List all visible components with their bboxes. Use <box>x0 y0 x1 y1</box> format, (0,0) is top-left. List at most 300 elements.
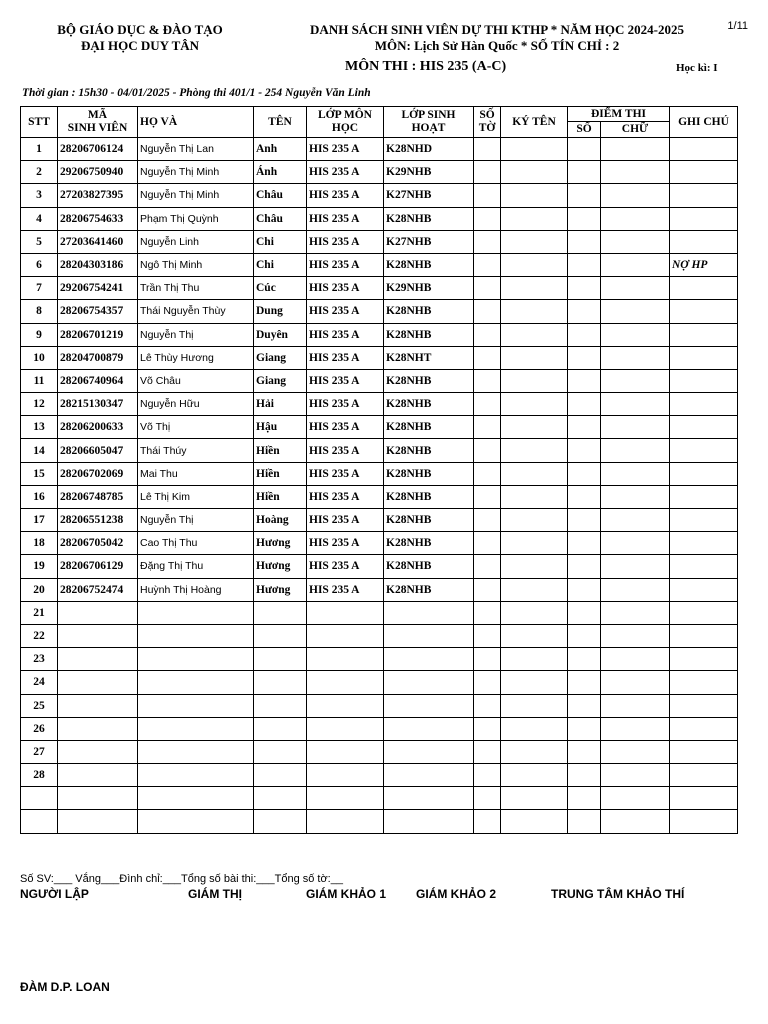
cell-home-class <box>384 648 474 671</box>
cell-stt: 16 <box>21 485 58 508</box>
cell-notes <box>670 277 738 300</box>
header-sheet-count <box>474 107 501 138</box>
cell-home-class: K28NHB <box>384 462 474 485</box>
cell-notes <box>670 509 738 532</box>
cell-home-class <box>384 601 474 624</box>
cell-student-id <box>58 671 138 694</box>
cell-given-name: Giang <box>254 369 307 392</box>
cell-course-class: HIS 235 A <box>307 207 384 230</box>
cell-home-class: K28NHB <box>384 323 474 346</box>
cell-surname <box>138 764 254 787</box>
cell-score-words <box>601 648 670 671</box>
cell-surname <box>138 694 254 717</box>
cell-given-name <box>254 810 307 833</box>
table-row <box>21 207 738 230</box>
cell-student-id: 27203641460 <box>58 230 138 253</box>
cell-given-name: Hương <box>254 555 307 578</box>
cell-student-id: 28204700879 <box>58 346 138 369</box>
cell-score-number <box>568 532 601 555</box>
table-row <box>21 253 738 276</box>
cell-stt: 23 <box>21 648 58 671</box>
cell-score-words <box>601 300 670 323</box>
cell-course-class: HIS 235 A <box>307 416 384 439</box>
cell-notes <box>670 601 738 624</box>
cell-score-number <box>568 138 601 161</box>
header-stt: STT <box>21 107 58 138</box>
table-row <box>21 277 738 300</box>
cell-surname <box>138 648 254 671</box>
cell-surname: Thái Thúy <box>138 439 254 462</box>
cell-notes <box>670 161 738 184</box>
cell-score-words <box>601 764 670 787</box>
cell-course-class: HIS 235 A <box>307 323 384 346</box>
cell-home-class: K28NHB <box>384 207 474 230</box>
cell-score-words <box>601 578 670 601</box>
cell-given-name <box>254 764 307 787</box>
table-row <box>21 485 738 508</box>
cell-signature <box>501 509 568 532</box>
cell-notes <box>670 578 738 601</box>
header-course-class-line1: LỚP MÔN <box>318 109 372 121</box>
cell-given-name <box>254 648 307 671</box>
table-row <box>21 439 738 462</box>
table-row <box>21 230 738 253</box>
cell-signature <box>501 184 568 207</box>
cell-score-number <box>568 810 601 833</box>
cell-given-name: Hiền <box>254 485 307 508</box>
cell-signature <box>501 601 568 624</box>
cell-signature <box>501 578 568 601</box>
cell-course-class: HIS 235 A <box>307 439 384 462</box>
cell-student-id: 29206750940 <box>58 161 138 184</box>
cell-sheet-count <box>474 300 501 323</box>
cell-score-number <box>568 253 601 276</box>
cell-course-class <box>307 740 384 763</box>
header-signature: KÝ TÊN <box>501 107 568 138</box>
cell-signature <box>501 323 568 346</box>
cell-given-name: Anh <box>254 138 307 161</box>
cell-signature <box>501 253 568 276</box>
cell-course-class <box>307 694 384 717</box>
cell-surname <box>138 740 254 763</box>
cell-signature <box>501 230 568 253</box>
cell-student-id: 28206551238 <box>58 509 138 532</box>
cell-student-id: 28206754357 <box>58 300 138 323</box>
cell-given-name: Chi <box>254 253 307 276</box>
cell-surname: Lê Thùy Hương <box>138 346 254 369</box>
header-home-class-line1: LỚP SINH <box>401 109 456 121</box>
cell-surname: Nguyễn Thị Minh <box>138 184 254 207</box>
cell-course-class: HIS 235 A <box>307 393 384 416</box>
cell-score-number <box>568 416 601 439</box>
cell-home-class: K28NHB <box>384 300 474 323</box>
cell-signature <box>501 648 568 671</box>
cell-course-class: HIS 235 A <box>307 462 384 485</box>
cell-notes <box>670 207 738 230</box>
cell-signature <box>501 485 568 508</box>
cell-given-name <box>254 787 307 810</box>
cell-notes <box>670 532 738 555</box>
cell-student-id: 27203827395 <box>58 184 138 207</box>
cell-notes <box>670 787 738 810</box>
cell-surname <box>138 717 254 740</box>
cell-stt: 10 <box>21 346 58 369</box>
cell-course-class <box>307 810 384 833</box>
cell-signature <box>501 694 568 717</box>
table-row <box>21 393 738 416</box>
exam-code: MÔN THI : HIS 235 (A-C) <box>345 59 507 74</box>
cell-surname: Thái Nguyễn Thùy <box>138 300 254 323</box>
document-title-block <box>282 22 712 54</box>
cell-stt: 8 <box>21 300 58 323</box>
cell-score-number <box>568 161 601 184</box>
page-number: 1/11 <box>727 20 748 32</box>
cell-score-words <box>601 161 670 184</box>
cell-student-id <box>58 648 138 671</box>
header-score-number: SỐ <box>568 122 601 138</box>
cell-notes <box>670 624 738 647</box>
cell-student-id <box>58 601 138 624</box>
cell-score-words <box>601 509 670 532</box>
cell-surname: Mai Thu <box>138 462 254 485</box>
cell-given-name <box>254 717 307 740</box>
cell-notes <box>670 462 738 485</box>
cell-sheet-count <box>474 230 501 253</box>
cell-course-class: HIS 235 A <box>307 346 384 369</box>
cell-home-class <box>384 787 474 810</box>
cell-surname: Ngô Thị Minh <box>138 253 254 276</box>
cell-home-class: K28NHB <box>384 578 474 601</box>
cell-score-number <box>568 393 601 416</box>
cell-score-words <box>601 369 670 392</box>
cell-home-class: K28NHB <box>384 532 474 555</box>
cell-notes <box>670 717 738 740</box>
cell-notes <box>670 740 738 763</box>
cell-score-words <box>601 462 670 485</box>
cell-score-number <box>568 369 601 392</box>
cell-sheet-count <box>474 624 501 647</box>
header-home-class <box>384 107 474 138</box>
cell-course-class: HIS 235 A <box>307 184 384 207</box>
exam-center-label: TRUNG TÂM KHẢO THÍ <box>551 887 685 901</box>
cell-home-class: K29NHB <box>384 277 474 300</box>
table-row <box>21 578 738 601</box>
cell-stt: 5 <box>21 230 58 253</box>
cell-home-class <box>384 764 474 787</box>
cell-notes <box>670 810 738 833</box>
cell-surname: Lê Thị Kim <box>138 485 254 508</box>
summary-line: Số SV:___ Vắng___Đình chỉ:___Tổng số bài thi:___Tổng số tờ:__ <box>20 873 343 885</box>
cell-surname: Phạm Thị Quỳnh <box>138 207 254 230</box>
table-row <box>21 369 738 392</box>
cell-sheet-count <box>474 532 501 555</box>
cell-course-class <box>307 601 384 624</box>
cell-sheet-count <box>474 717 501 740</box>
cell-student-id: 28206754633 <box>58 207 138 230</box>
cell-course-class: HIS 235 A <box>307 138 384 161</box>
header-sheet-count-line2: TỜ <box>478 122 496 134</box>
cell-given-name: Châu <box>254 207 307 230</box>
cell-home-class: K28NHB <box>384 393 474 416</box>
cell-surname <box>138 624 254 647</box>
cell-sheet-count <box>474 462 501 485</box>
table-row <box>21 532 738 555</box>
cell-score-words <box>601 740 670 763</box>
header-notes: GHI CHÚ <box>670 107 738 138</box>
cell-score-words <box>601 787 670 810</box>
cell-surname: Võ Châu <box>138 369 254 392</box>
header-course-class-line2: HỌC <box>331 122 359 134</box>
cell-student-id <box>58 694 138 717</box>
cell-score-number <box>568 485 601 508</box>
cell-notes <box>670 323 738 346</box>
cell-given-name: Chi <box>254 230 307 253</box>
cell-given-name <box>254 624 307 647</box>
table-row <box>21 648 738 671</box>
cell-surname: Nguyễn Thị Lan <box>138 138 254 161</box>
cell-student-id: 28206605047 <box>58 439 138 462</box>
cell-score-words <box>601 717 670 740</box>
cell-surname: Huỳnh Thị Hoàng <box>138 578 254 601</box>
cell-course-class <box>307 648 384 671</box>
cell-given-name <box>254 671 307 694</box>
cell-sheet-count <box>474 138 501 161</box>
cell-home-class: K28NHB <box>384 369 474 392</box>
cell-score-number <box>568 207 601 230</box>
cell-notes <box>670 671 738 694</box>
cell-sheet-count <box>474 207 501 230</box>
cell-student-id <box>58 810 138 833</box>
cell-signature <box>501 207 568 230</box>
cell-student-id: 28206701219 <box>58 323 138 346</box>
cell-score-number <box>568 601 601 624</box>
cell-score-words <box>601 624 670 647</box>
cell-signature <box>501 624 568 647</box>
cell-given-name: Hiền <box>254 462 307 485</box>
cell-sheet-count <box>474 485 501 508</box>
cell-stt: 21 <box>21 601 58 624</box>
subject-line: MÔN: Lịch Sử Hàn Quốc * SỐ TÍN CHỈ : 2 <box>374 38 620 53</box>
cell-stt: 14 <box>21 439 58 462</box>
cell-score-number <box>568 764 601 787</box>
cell-signature <box>501 717 568 740</box>
cell-signature <box>501 462 568 485</box>
institution-header <box>30 22 250 54</box>
cell-sheet-count <box>474 601 501 624</box>
cell-stt: 6 <box>21 253 58 276</box>
cell-home-class: K28NHB <box>384 253 474 276</box>
cell-stt: 17 <box>21 509 58 532</box>
cell-sheet-count <box>474 764 501 787</box>
cell-sheet-count <box>474 184 501 207</box>
cell-score-words <box>601 230 670 253</box>
header-course-class <box>307 107 384 138</box>
cell-score-number <box>568 578 601 601</box>
cell-stt: 1 <box>21 138 58 161</box>
cell-score-words <box>601 810 670 833</box>
cell-score-number <box>568 462 601 485</box>
cell-score-number <box>568 184 601 207</box>
cell-sheet-count <box>474 509 501 532</box>
cell-score-words <box>601 393 670 416</box>
cell-student-id: 28206706129 <box>58 555 138 578</box>
cell-sheet-count <box>474 323 501 346</box>
cell-student-id <box>58 624 138 647</box>
cell-score-number <box>568 555 601 578</box>
cell-given-name: Hoàng <box>254 509 307 532</box>
cell-stt: 26 <box>21 717 58 740</box>
header-student-id-line2: SINH VIÊN <box>67 122 128 134</box>
cell-signature <box>501 277 568 300</box>
cell-home-class: K28NHD <box>384 138 474 161</box>
cell-signature <box>501 346 568 369</box>
cell-given-name: Hương <box>254 578 307 601</box>
table-row <box>21 787 738 810</box>
cell-surname <box>138 601 254 624</box>
examiner-2-label: GIÁM KHẢO 2 <box>416 887 497 901</box>
cell-surname: Cao Thị Thu <box>138 532 254 555</box>
cell-course-class: HIS 235 A <box>307 485 384 508</box>
header-student-id-line1: MÃ <box>87 109 108 121</box>
cell-student-id: 28206200633 <box>58 416 138 439</box>
table-row <box>21 138 738 161</box>
cell-home-class <box>384 671 474 694</box>
cell-score-words <box>601 485 670 508</box>
cell-given-name: Duyên <box>254 323 307 346</box>
cell-home-class <box>384 810 474 833</box>
cell-stt: 11 <box>21 369 58 392</box>
cell-given-name: Hiền <box>254 439 307 462</box>
cell-notes <box>670 694 738 717</box>
cell-home-class: K28NHT <box>384 346 474 369</box>
table-row <box>21 300 738 323</box>
cell-notes <box>670 485 738 508</box>
cell-home-class: K29NHB <box>384 161 474 184</box>
cell-home-class: K28NHB <box>384 416 474 439</box>
cell-score-words <box>601 184 670 207</box>
cell-notes <box>670 138 738 161</box>
cell-sheet-count <box>474 253 501 276</box>
cell-course-class: HIS 235 A <box>307 253 384 276</box>
cell-score-words <box>601 555 670 578</box>
cell-given-name: Cúc <box>254 277 307 300</box>
cell-score-words <box>601 138 670 161</box>
cell-home-class: K28NHB <box>384 509 474 532</box>
cell-home-class: K27NHB <box>384 230 474 253</box>
cell-home-class <box>384 740 474 763</box>
header-home-class-line2: HOẠT <box>411 122 446 134</box>
cell-surname: Nguyễn Linh <box>138 230 254 253</box>
cell-surname: Nguyễn Thị Minh <box>138 161 254 184</box>
cell-stt: 28 <box>21 764 58 787</box>
cell-given-name: Châu <box>254 184 307 207</box>
cell-sheet-count <box>474 648 501 671</box>
cell-signature <box>501 671 568 694</box>
table-row <box>21 416 738 439</box>
cell-sheet-count <box>474 393 501 416</box>
cell-stt: 20 <box>21 578 58 601</box>
table-row <box>21 740 738 763</box>
cell-sheet-count <box>474 439 501 462</box>
table-row <box>21 346 738 369</box>
cell-score-number <box>568 671 601 694</box>
table-row <box>21 601 738 624</box>
cell-score-number <box>568 624 601 647</box>
ministry-name: BỘ GIÁO DỤC & ĐÀO TẠO <box>57 22 223 37</box>
cell-stt: 18 <box>21 532 58 555</box>
cell-signature <box>501 416 568 439</box>
cell-given-name <box>254 694 307 717</box>
document-title: DANH SÁCH SINH VIÊN DỰ THI KTHP * NĂM HỌC 2024-2025 <box>310 22 684 37</box>
cell-stt: 4 <box>21 207 58 230</box>
cell-score-words <box>601 277 670 300</box>
cell-given-name <box>254 740 307 763</box>
cell-course-class: HIS 235 A <box>307 369 384 392</box>
examiner-1-label: GIÁM KHẢO 1 <box>306 887 387 901</box>
cell-notes <box>670 555 738 578</box>
cell-signature <box>501 787 568 810</box>
table-row <box>21 323 738 346</box>
cell-student-id <box>58 740 138 763</box>
cell-surname <box>138 810 254 833</box>
cell-surname: Nguyễn Thị <box>138 509 254 532</box>
table-header-row <box>21 107 738 122</box>
cell-student-id: 29206754241 <box>58 277 138 300</box>
cell-stt: 2 <box>21 161 58 184</box>
cell-student-id <box>58 787 138 810</box>
table-row <box>21 555 738 578</box>
cell-home-class: K27NHB <box>384 184 474 207</box>
header-score-words: CHỮ <box>601 122 670 138</box>
cell-given-name <box>254 601 307 624</box>
cell-sheet-count <box>474 578 501 601</box>
table-row <box>21 184 738 207</box>
cell-course-class <box>307 764 384 787</box>
table-row <box>21 694 738 717</box>
cell-signature <box>501 393 568 416</box>
cell-surname: Võ Thị <box>138 416 254 439</box>
cell-notes <box>670 439 738 462</box>
cell-student-id: 28206740964 <box>58 369 138 392</box>
cell-score-words <box>601 694 670 717</box>
header-surname: HỌ VÀ <box>138 107 254 138</box>
cell-score-number <box>568 439 601 462</box>
cell-home-class: K28NHB <box>384 555 474 578</box>
cell-given-name: Giang <box>254 346 307 369</box>
cell-sheet-count <box>474 740 501 763</box>
exam-info-line: Thời gian : 15h30 - 04/01/2025 - Phòng thi 401/1 - 254 Nguyễn Văn Linh <box>22 87 371 99</box>
cell-course-class <box>307 624 384 647</box>
cell-score-words <box>601 346 670 369</box>
cell-notes <box>670 369 738 392</box>
cell-student-id: 28206706124 <box>58 138 138 161</box>
cell-notes <box>670 393 738 416</box>
header-sheet-count-line1: SỐ <box>479 109 495 121</box>
cell-stt: 9 <box>21 323 58 346</box>
cell-home-class <box>384 624 474 647</box>
cell-score-words <box>601 601 670 624</box>
cell-notes <box>670 300 738 323</box>
table-row <box>21 161 738 184</box>
cell-stt: 7 <box>21 277 58 300</box>
cell-stt: 13 <box>21 416 58 439</box>
cell-course-class <box>307 671 384 694</box>
cell-signature <box>501 300 568 323</box>
cell-score-number <box>568 787 601 810</box>
cell-home-class: K28NHB <box>384 439 474 462</box>
cell-course-class: HIS 235 A <box>307 161 384 184</box>
cell-course-class: HIS 235 A <box>307 230 384 253</box>
